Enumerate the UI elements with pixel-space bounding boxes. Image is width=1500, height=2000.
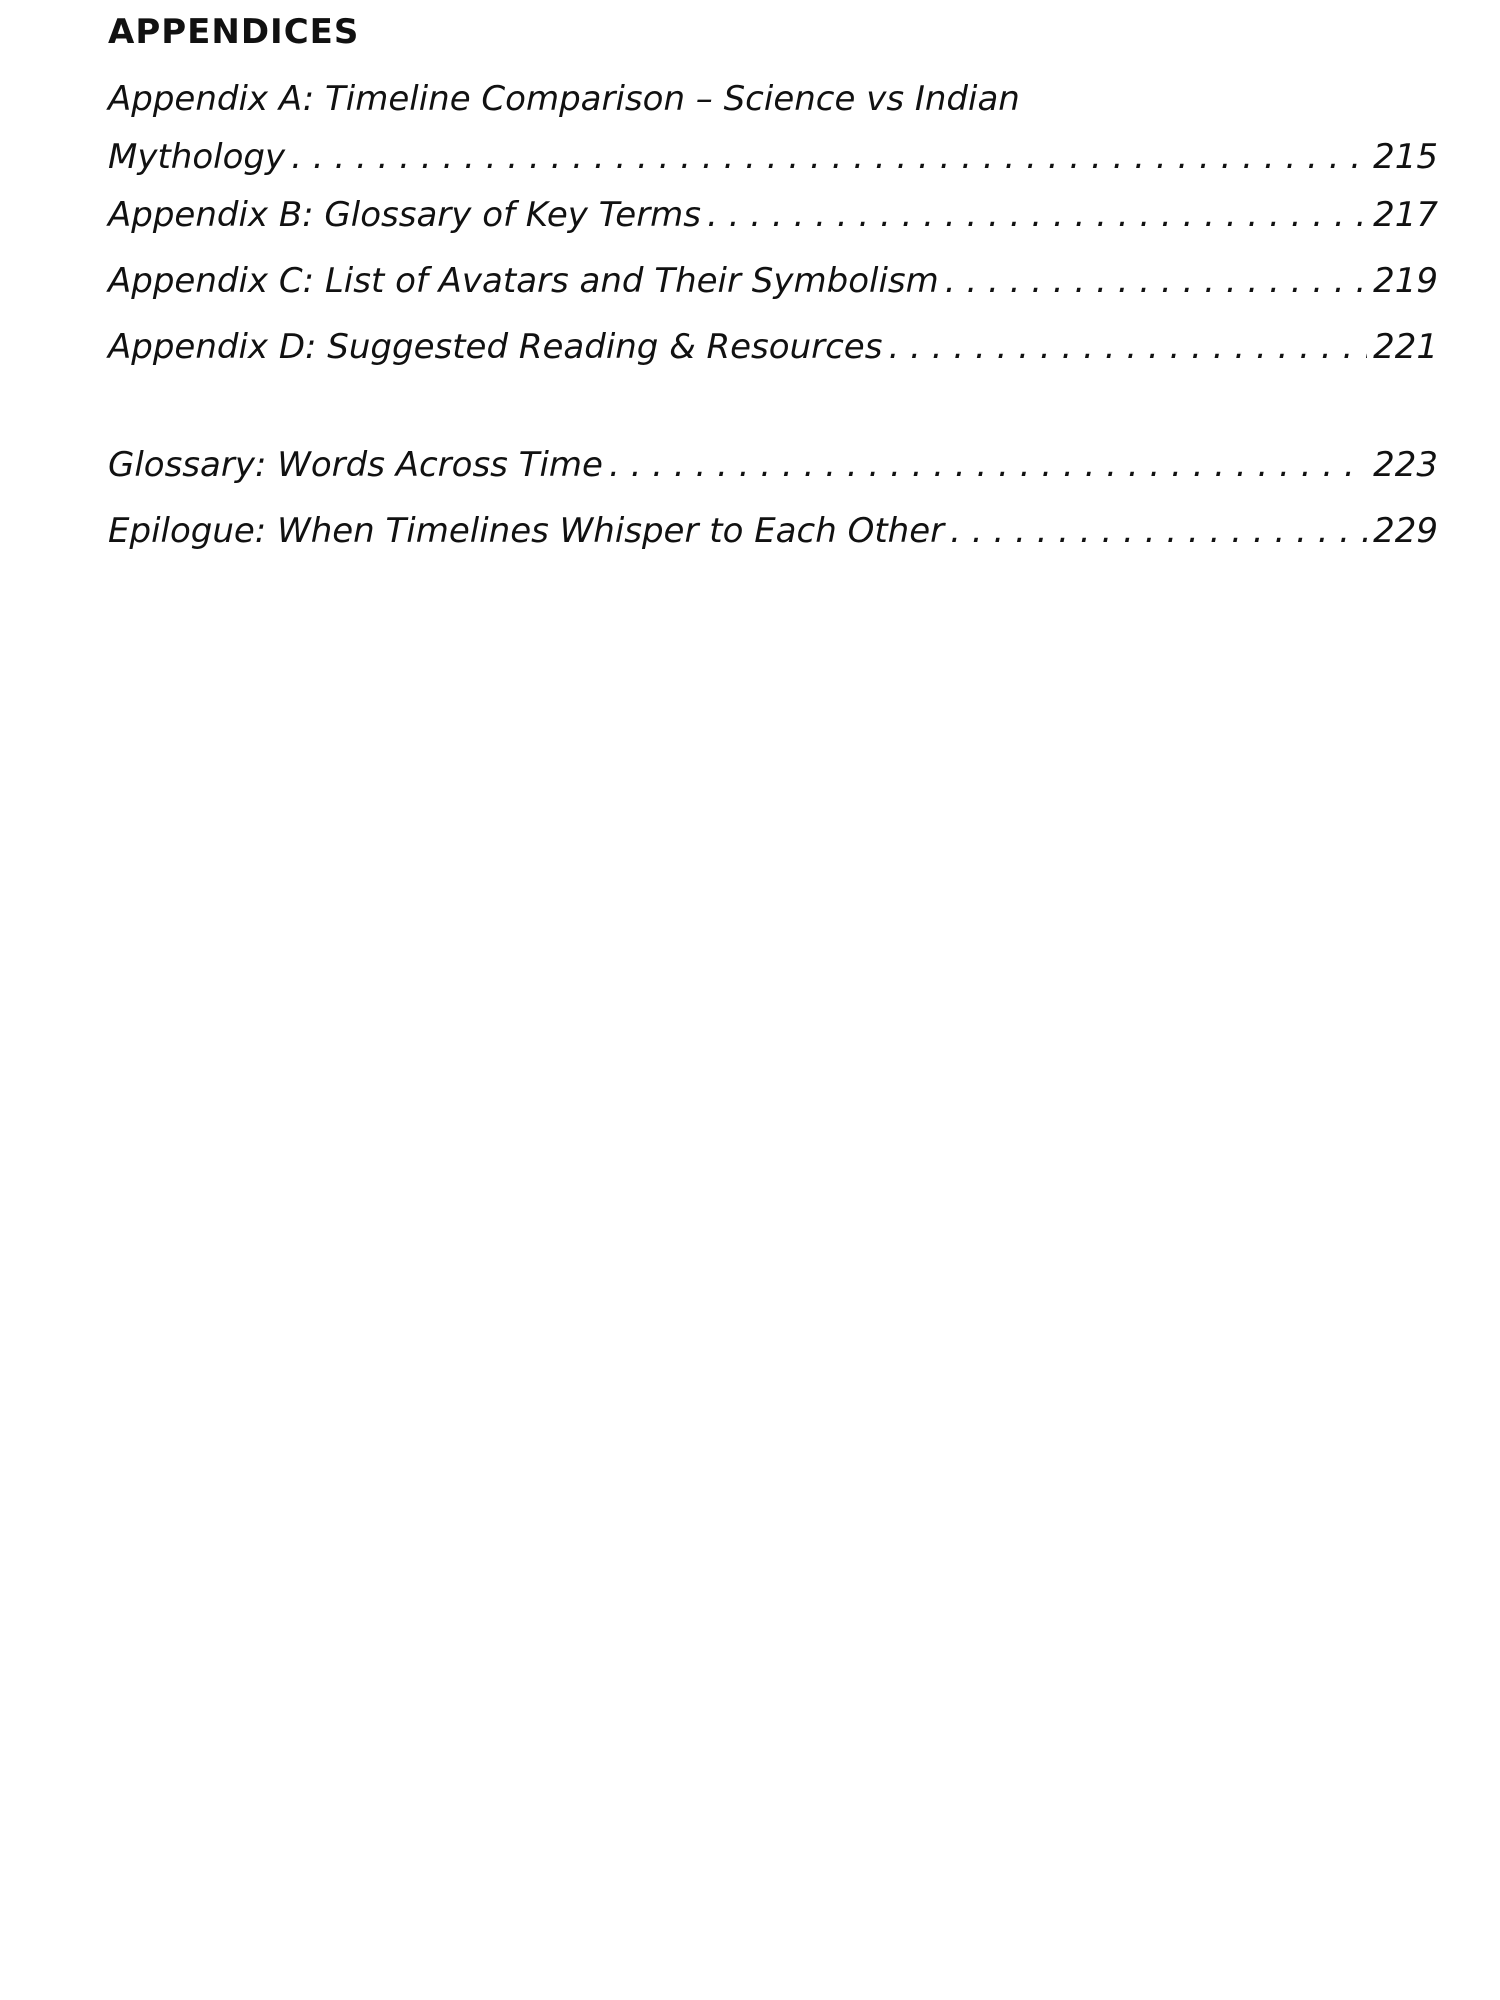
table-of-contents: [108, 70, 1438, 568]
toc-page-number: 215: [1373, 137, 1438, 177]
toc-entry-title: Glossary: Words Across Time: [108, 445, 603, 485]
dot-leader: [707, 186, 1367, 244]
toc-entry-appendix-a-line1: [108, 70, 1438, 128]
dot-leader: [950, 502, 1367, 560]
dot-leader: [609, 436, 1367, 494]
toc-entry-title: Appendix A: Timeline Comparison – Science vs Indian: [108, 79, 1020, 119]
section-heading: APPENDICES: [108, 12, 360, 52]
dot-leader: [291, 128, 1367, 186]
dot-leader: [888, 318, 1367, 376]
toc-entry-title: Appendix B: Glossary of Key Terms: [108, 195, 702, 235]
toc-page-number: 229: [1373, 511, 1438, 551]
toc-entry-title: Appendix D: Suggested Reading & Resources: [108, 327, 883, 367]
toc-entry-title: Mythology: [108, 137, 286, 177]
toc-page-number: 217: [1373, 195, 1438, 235]
toc-entry-epilogue[interactable]: [108, 502, 1438, 568]
toc-entry-appendix-c[interactable]: [108, 252, 1438, 318]
toc-page-number: 219: [1373, 261, 1438, 301]
toc-entry-title: Epilogue: When Timelines Whisper to Each Other: [108, 511, 945, 551]
toc-page-number: 221: [1373, 327, 1438, 367]
toc-entry-appendix-b[interactable]: [108, 186, 1438, 252]
toc-entry-appendix-d[interactable]: [108, 318, 1438, 384]
dot-leader: [945, 252, 1367, 310]
toc-entry-appendix-a[interactable]: [108, 128, 1438, 186]
toc-page-number: 223: [1373, 445, 1438, 485]
toc-entry-glossary[interactable]: [108, 436, 1438, 502]
section-spacer: [108, 384, 1438, 436]
toc-entry-title: Appendix C: List of Avatars and Their Symbolism: [108, 261, 939, 301]
